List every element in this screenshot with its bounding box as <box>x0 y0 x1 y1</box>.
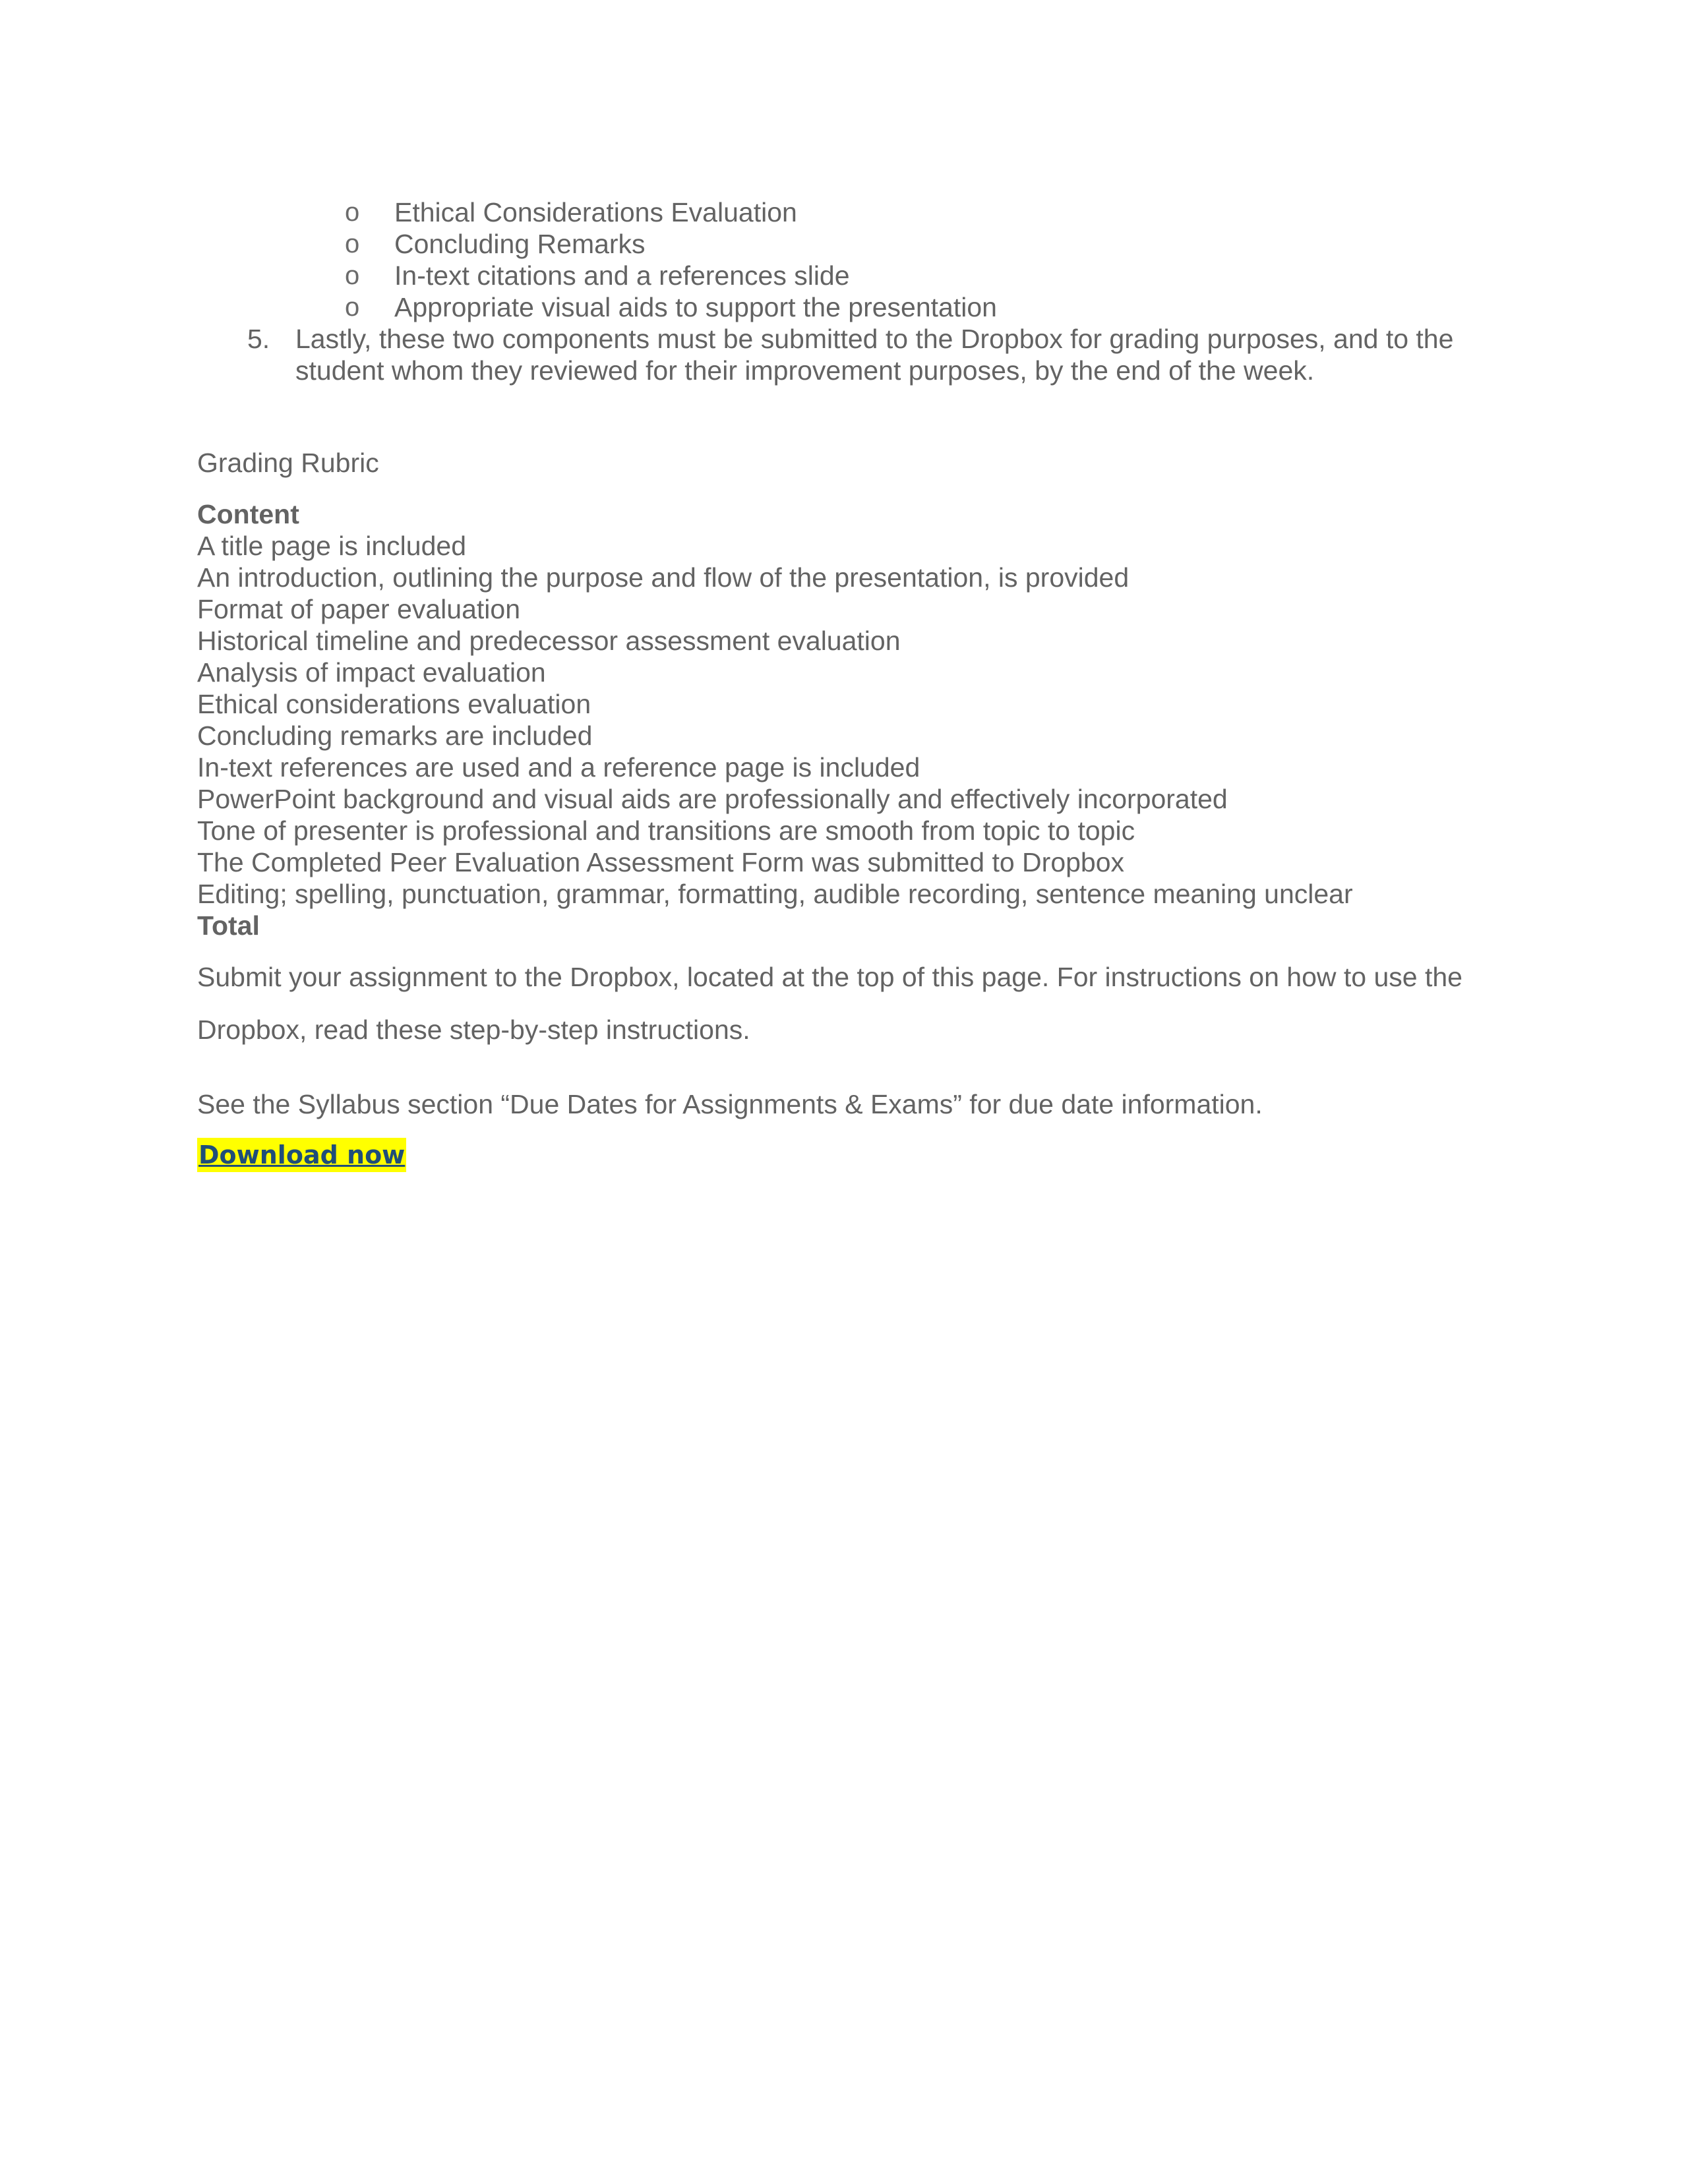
rubric-criterion: The Completed Peer Evaluation Assessment Form was submitted to Dropbox <box>197 847 1125 877</box>
rubric-criterion: An introduction, outlining the purpose and flow of the presentation, is provided <box>197 562 1130 593</box>
list-number: 5. <box>247 324 270 354</box>
rubric-criterion: Historical timeline and predecessor assessment evaluation <box>197 626 901 656</box>
hollow-circle-bullet-icon: o <box>345 261 360 290</box>
rubric-criterion: Ethical considerations evaluation <box>197 689 591 719</box>
rubric-criterion: PowerPoint background and visual aids are professionally and effectively incorporated <box>197 784 1228 814</box>
rubric-criterion: Analysis of impact evaluation <box>197 657 546 688</box>
hollow-circle-bullet-icon: o <box>345 198 360 227</box>
rubric-criterion: Format of paper evaluation <box>197 594 520 624</box>
rubric-criterion: Concluding remarks are included <box>197 721 593 751</box>
sub-list-item-text: Concluding Remarks <box>394 229 646 259</box>
rubric-criterion: Editing; spelling, punctuation, grammar, formatting, audible recording, sentence meaning unclear <box>197 879 1353 909</box>
rubric-content-label: Content <box>197 499 299 529</box>
rubric-criterion: In-text references are used and a reference page is included <box>197 752 920 782</box>
download-now-link[interactable]: Download now <box>197 1138 406 1172</box>
sub-list-item-text: Appropriate visual aids to support the presentation <box>394 292 997 322</box>
hollow-circle-bullet-icon: o <box>345 293 360 322</box>
sub-list-item-text: Ethical Considerations Evaluation <box>394 197 797 227</box>
hollow-circle-bullet-icon: o <box>345 229 360 258</box>
submit-instructions: Submit your assignment to the Dropbox, located at the top of this page. For instructions on how to use the Dropbox, read these step-by-step instructions. <box>197 962 1462 1045</box>
numbered-list-item-text: Lastly, these two components must be submitted to the Dropbox for grading purposes, and to the student whom they reviewed for their improvement purposes, by the end of the week. <box>295 324 1454 386</box>
rubric-total-label: Total <box>197 910 260 941</box>
syllabus-note: See the Syllabus section “Due Dates for Assignments & Exams” for due date information. <box>197 1089 1263 1119</box>
rubric-criterion: A title page is included <box>197 531 466 561</box>
rubric-heading: Grading Rubric <box>197 448 379 478</box>
rubric-criterion: Tone of presenter is professional and transitions are smooth from topic to topic <box>197 815 1135 846</box>
sub-list-item-text: In-text citations and a references slide <box>394 260 850 291</box>
